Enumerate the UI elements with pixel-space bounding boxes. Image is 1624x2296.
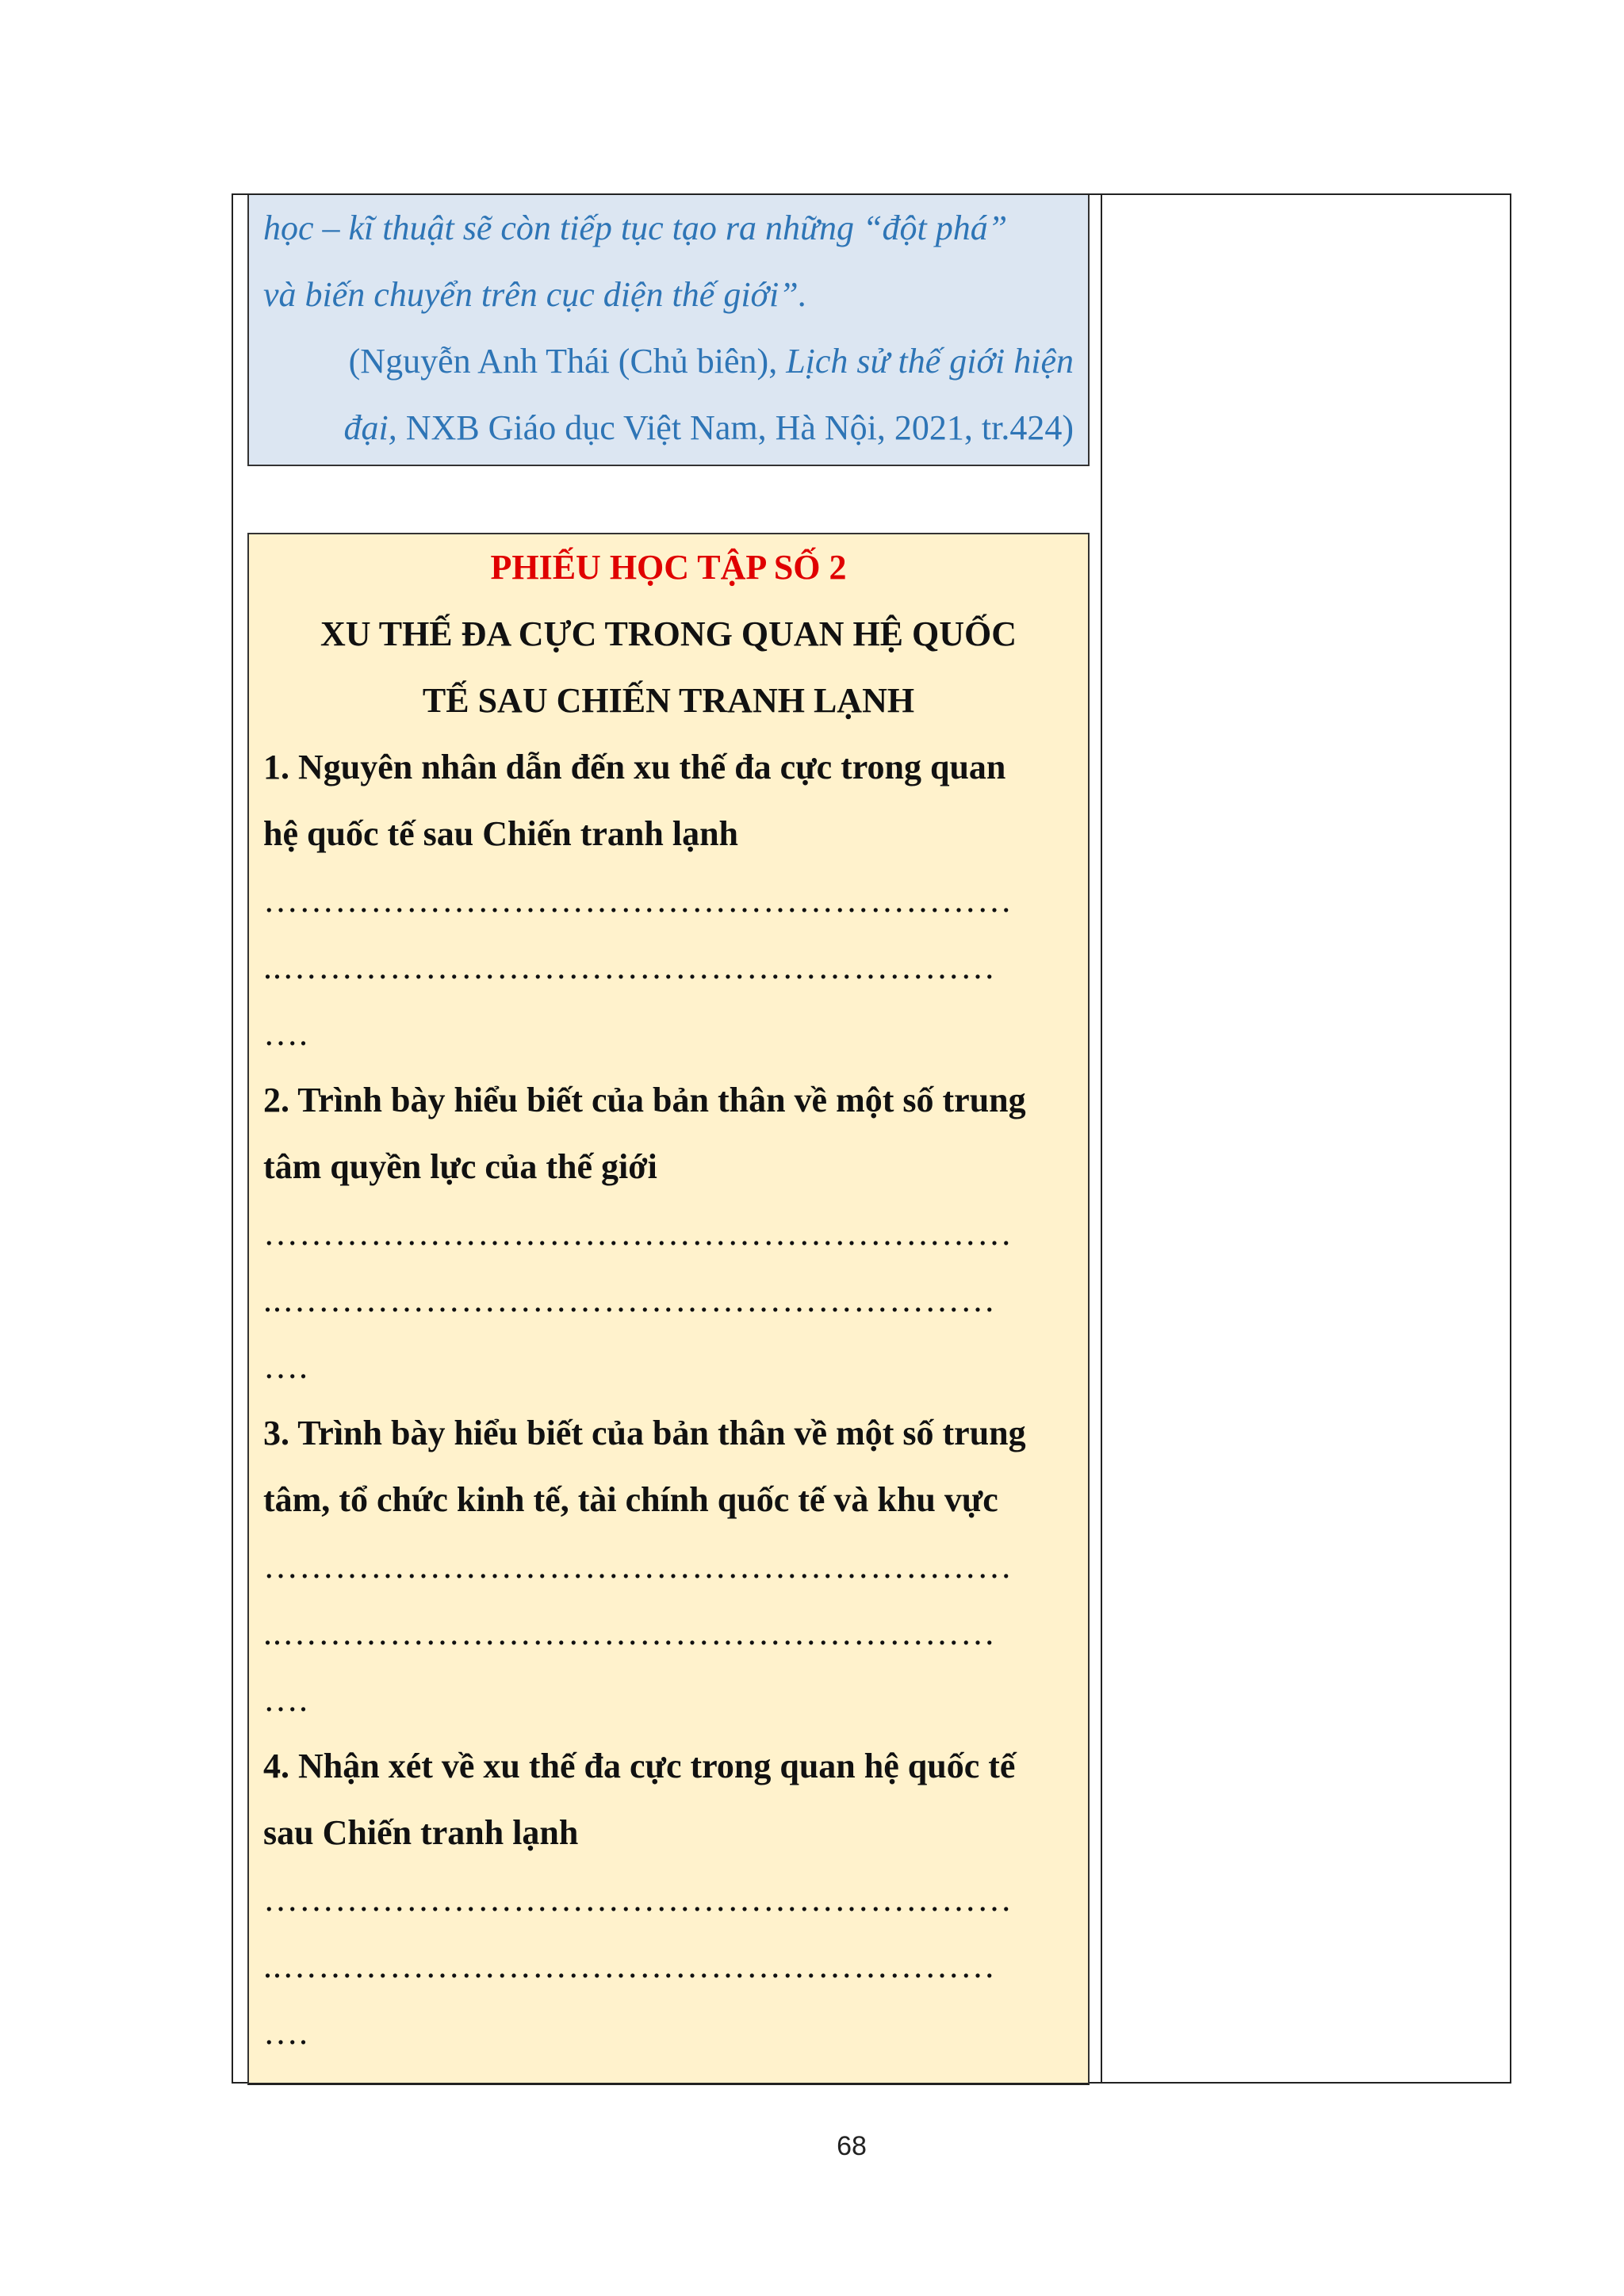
quote-line: và biến chuyển trên cục diện thế giới”. xyxy=(263,275,807,314)
question-text: tâm, tổ chức kinh tế, tài chính quốc tế và khu vực xyxy=(263,1480,998,1519)
question-text: tâm quyền lực của thế giới xyxy=(263,1147,657,1186)
worksheet xyxy=(247,533,1090,2085)
answer-line[interactable]: ..…………………………………………………… xyxy=(263,947,996,986)
quote-box xyxy=(247,195,1090,466)
question-text: 3. Trình bày hiểu biết của bản thân về một số trung xyxy=(263,1414,1026,1452)
question-block xyxy=(263,1400,1074,1733)
quote-source-publisher: NXB Giáo dục Việt Nam, Hà Nội, 2021, tr.424) xyxy=(396,408,1074,447)
worksheet-heading: XU THẾ ĐA CỰC TRONG QUAN HỆ QUỐC xyxy=(320,614,1017,653)
column-divider xyxy=(1101,195,1102,2082)
quote-line: học – kĩ thuật sẽ còn tiếp tục tạo ra những “đột phá” xyxy=(263,209,1008,247)
question-text: 1. Nguyên nhân dẫn đến xu thế đa cực trong quan xyxy=(263,748,1006,786)
quote-source-line xyxy=(263,328,1074,395)
quote-source-author: (Nguyễn Anh Thái (Chủ biên), xyxy=(348,342,787,381)
question-text: hệ quốc tế sau Chiến tranh lạnh xyxy=(263,814,739,853)
answer-line[interactable]: …. xyxy=(263,1680,308,1719)
quote-source-title: Lịch sử thế giới hiện xyxy=(786,342,1074,381)
answer-line[interactable]: ……………………………………………………… xyxy=(263,1214,1013,1253)
question-block xyxy=(263,734,1074,1067)
question-block xyxy=(263,1733,1074,2066)
left-column xyxy=(233,195,1101,2082)
worksheet-title: PHIẾU HỌC TẬP SỐ 2 xyxy=(490,548,847,587)
answer-line[interactable]: ……………………………………………………… xyxy=(263,881,1013,920)
question-block xyxy=(263,1067,1074,1400)
answer-line[interactable]: ..…………………………………………………… xyxy=(263,1613,996,1652)
answer-line[interactable]: ..…………………………………………………… xyxy=(263,1280,996,1319)
answer-line[interactable]: ……………………………………………………… xyxy=(263,1547,1013,1586)
question-text: 4. Nhận xét về xu thế đa cực trong quan hệ quốc tế xyxy=(263,1747,1016,1785)
quote-source-line xyxy=(263,395,1074,461)
outer-table xyxy=(232,193,1511,2084)
answer-line[interactable]: …. xyxy=(263,1347,308,1386)
worksheet-heading: TẾ SAU CHIẾN TRANH LẠNH xyxy=(422,681,915,720)
quote-source-title: đại, xyxy=(343,408,397,447)
question-text: 2. Trình bày hiểu biết của bản thân về một số trung xyxy=(263,1081,1026,1119)
answer-line[interactable]: ..…………………………………………………… xyxy=(263,1946,996,1985)
answer-line[interactable]: ……………………………………………………… xyxy=(263,1880,1013,1919)
question-text: sau Chiến tranh lạnh xyxy=(263,1813,579,1852)
answer-line[interactable]: …. xyxy=(263,2013,308,2052)
page-number: 68 xyxy=(837,2131,867,2161)
answer-line[interactable]: …. xyxy=(263,1014,308,1053)
